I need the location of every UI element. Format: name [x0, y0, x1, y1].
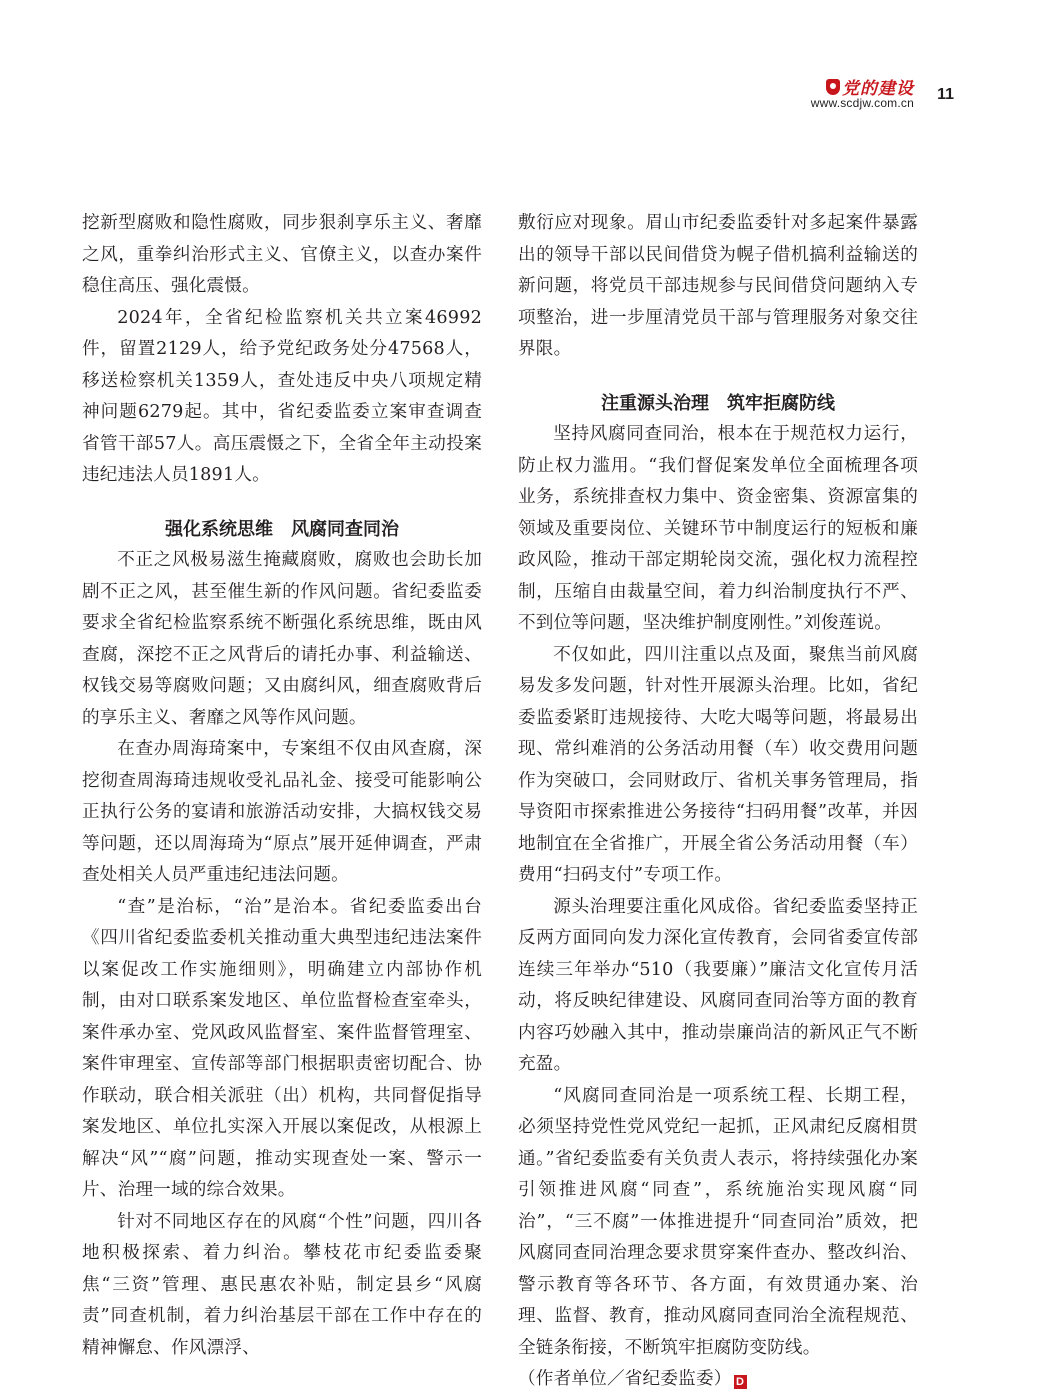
paragraph: 敷衍应对现象。眉山市纪委监委针对多起案件暴露出的领导干部以民间借贷为幌子借机搞利益输送的新问题，将党员干部违规参与民间借贷问题纳入专项整治，进一步厘清党员干部与管理服务对象交往界限。: [518, 213, 918, 359]
paragraph: “查”是治标，“治”是治本。省纪委监委出台《四川省纪委监委机关推动重大典型违纪违法案件以案促改工作实施细则》，明确建立内部协作机制，由对口联系案发地区、单位监督检查室牵头，案件承办室、党风政风监督室、案件监督管理室、案件审理室、宣传部等部门根据职责密切配合、协作联动，联合相关派驻（出）机构，共同督促指导案发地区、单位扎实深入开展以案促改，从根源上解决“风”“腐”问题，推动实现查处一案、警示一片、治理一域的综合效果。: [82, 896, 482, 1200]
right-column: [518, 208, 918, 1396]
paragraph: 针对不同地区存在的风腐“个性”问题，四川各地积极探索、着力纠治。攀枝花市纪委监委聚焦“三资”管理、惠民惠农补贴，制定县乡“风腐责”同查机制，着力纠治基层干部在工作中存在的精神懈怠、作风漂浮、: [82, 1211, 482, 1358]
author-affiliation: （作者单位／省纪委监委）: [518, 1369, 732, 1389]
paragraph: 2024年，全省纪检监察机关共立案46992件，留置2129人，给予党纪政务处分47568人，移送检察机关1359人，查处违反中央八项规定精神问题6279起。其中，省纪委监委立案审查调查省管干部57人。高压震慑之下，全省全年主动投案违纪违法人员1891人。: [82, 307, 482, 485]
party-emblem-icon: [826, 79, 840, 95]
paragraph: 源头治理要注重化风成俗。省纪委监委坚持正反两方面同向发力深化宣传教育，会同省委宣传部连续三年举办“510（我要廉）”廉洁文化宣传月活动，将反映纪律建设、风腐同查同治等方面的教育内容巧妙融入其中，推动崇廉尚洁的新风正气不断充盈。: [518, 896, 918, 1074]
paragraph: 挖新型腐败和隐性腐败，同步狠刹享乐主义、奢靡之风，重拳纠治形式主义、官僚主义，以查办案件稳住高压、强化震慑。: [82, 213, 482, 296]
section-heading: 注重源头治理 筑牢拒腐防线: [601, 392, 835, 414]
paragraph: “风腐同查同治是一项系统工程、长期工程，必须坚持党性党风党纪一起抓，正风肃纪反腐相贯通。”省纪委监委有关负责人表示，将持续强化办案引领推进风腐“同查”，系统施治实现风腐“同治”，“三不腐”一体推进提升“同查同治”质效，把风腐同查同治理念要求贯穿案件查办、整改纠治、警示教育等各环节、各方面，有效贯通办案、治理、监督、教育，推动风腐同查同治全流程规范、全链条衔接，不断筑牢拒腐防变防线。: [518, 1085, 918, 1358]
logo-text: 党的建设: [842, 79, 914, 99]
section-heading: 强化系统思维 风腐同查同治: [165, 518, 399, 540]
end-mark-icon: D: [734, 1375, 747, 1389]
page-header: [694, 72, 954, 112]
paragraph: 不仅如此，四川注重以点及面，聚焦当前风腐易发多发问题，针对性开展源头治理。比如，省纪委监委紧盯违规接待、大吃大喝等问题，将最易出现、常纠难消的公务活动用餐（车）收交费用问题作为突破口，会同财政厅、省机关事务管理局，指导资阳市探索推进公务接待“扫码用餐”改革，并因地制宜在全省推广，开展全省公务活动用餐（车）费用“扫码支付”专项工作。: [518, 644, 918, 885]
paragraph: 不正之风极易滋生掩藏腐败，腐败也会助长加剧不正之风，甚至催生新的作风问题。省纪委监委要求全省纪检监察系统不断强化系统思维，既由风查腐，深挖不正之风背后的请托办事、利益输送、权钱交易等腐败问题；又由腐纠风，细查腐败背后的享乐主义、奢靡之风等作风问题。: [82, 550, 482, 728]
left-column: [82, 208, 482, 1364]
paragraph: 坚持风腐同查同治，根本在于规范权力运行，防止权力滥用。“我们督促案发单位全面梳理各项业务，系统排查权力集中、资金密集、资源富集的领域及重要岗位、关键环节中制度运行的短板和廉政风险，推动干部定期轮岗交流，强化权力流程控制，压缩自由裁量空间，着力纠治制度执行不严、不到位等问题，坚决维护制度刚性。”刘俊莲说。: [518, 424, 918, 633]
site-url: www.scdjw.com.cn: [810, 96, 914, 110]
paragraph: 在查办周海琦案中，专案组不仅由风查腐，深挖彻查周海琦违规收受礼品礼金、接受可能影响公正执行公务的宴请和旅游活动安排，大搞权钱交易等问题，还以周海琦为“原点”展开延伸调查，严肃查处相关人员严重违纪违法问题。: [82, 739, 482, 885]
author-line: [518, 1364, 918, 1396]
page-number: 11: [937, 86, 954, 103]
